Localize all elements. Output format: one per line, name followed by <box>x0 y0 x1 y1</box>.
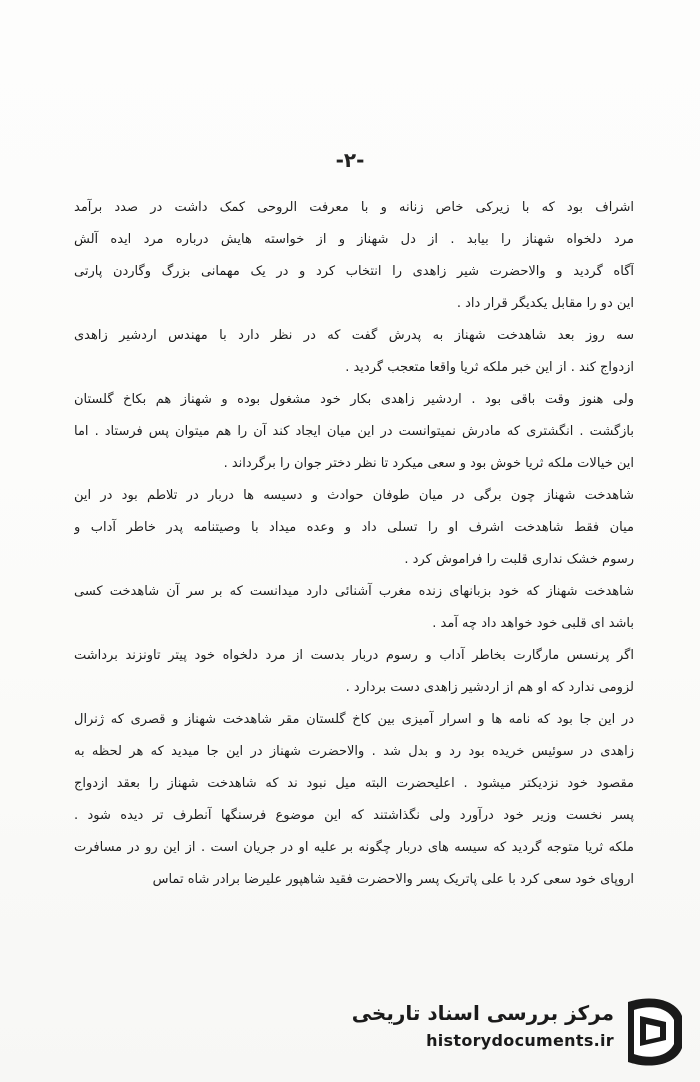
text-line: مقصود خود نزدیکتر میشود . اعلیحضرت البته میل نبود ند که شاهدخت شهناز را بعقد ازدواج <box>74 776 634 791</box>
text-line: مرد دلخواه شهناز را بیابد . از دل شهناز و از خواسته هایش درباره مرد ایده آلش <box>74 232 634 247</box>
text-line: ازدواج کند . از این خبر ملکه ثریا واقعا متعجب گردید . <box>345 360 634 375</box>
text-line: ملکه ثریا متوجه گردید که سیسه های دربار چگونه بر علیه او در جریان است . از این رو در مسافرت <box>74 840 634 855</box>
text-line: اروپای خود سعی کرد با علی پاتریک پسر والاحضرت فقید شاهپور علیرضا برادر شاه تماس <box>152 872 634 887</box>
text-line: اگر پرنسس مارگارت بخاطر آداب و رسوم دربار بدست از مرد دلخواه خود پیتر تاونزند برداشت <box>74 648 634 663</box>
document-body <box>74 192 634 896</box>
text-line: در این جا بود که نامه ها و اسرار آمیزی بین کاخ گلستان مقر شاهدخت شهناز و قصری که ژنرال <box>74 712 634 727</box>
text-line: شاهدخت شهناز چون برگی در میان طوفان حوادث و دسیسه ها دربار در تلاطم بود در این <box>74 488 634 503</box>
text-line: آگاه گردید و والاحضرت شیر زاهدی را انتخاب کرد و در یک مهمانی بزرگ وگاردن پارتی <box>74 264 634 279</box>
watermark-site: historydocuments.ir <box>426 1031 614 1050</box>
text-line: شاهدخت شهناز که خود بزبانهای زنده مغرب آشنائی دارد میدانست که بر سر آن شاهدخت کسی <box>74 584 634 599</box>
text-line: ولی هنوز وقت باقی بود . اردشیر زاهدی بکار خود مشغول بوده و شهناز هم بکاخ گلستان <box>74 392 634 407</box>
text-line: سه روز بعد شاهدخت شهناز به پدرش گفت که در نظر دارد با مهندس اردشیر زاهدی <box>74 328 634 343</box>
scroll-document-logo-icon <box>618 994 688 1070</box>
text-line: پسر نخست وزیر خود درآورد ولی نگذاشتند که این موضوع فرسنگها آنطرف تر دیده شود . <box>74 808 634 823</box>
watermark-title: مرکز بررسی اسناد تاریخی <box>351 1001 614 1025</box>
archive-watermark <box>351 992 688 1074</box>
text-line: رسوم خشک نداری قلبت را فراموش کرد . <box>404 552 634 567</box>
text-line: این دو را مقابل یکدیگر قرار داد . <box>456 296 634 311</box>
text-line: این خیالات ملکه ثریا خوش بود و سعی میکرد تا نظر دختر جوان را برگرداند . <box>223 456 634 471</box>
text-line: اشراف بود که با زیرکی خاص زنانه و با معرفت الروحی کمک داشت در صدد برآمد <box>74 200 634 215</box>
text-line: باشد ای قلبی خود خواهد داد چه آمد . <box>432 616 634 631</box>
text-line: بازگشت . انگشتری که مادرش نمیتوانست در این میان ایجاد کند آن را هم میتوان پس فرستاد . اما <box>74 424 634 439</box>
text-line: زاهدی در سوئیس خریده بود رد و بدل شد . والاحضرت شهناز در این جا میدید که هر لحظه به <box>74 744 634 759</box>
text-line: لزومی ندارد که او هم از اردشیر زاهدی دست بردارد . <box>345 680 634 695</box>
page-number: -۲- <box>335 148 365 172</box>
text-line: میان فقط شاهدخت اشرف او را تسلی داد و وعده میداد با وصیتنامه پدر خاطر آداب و <box>74 520 634 535</box>
